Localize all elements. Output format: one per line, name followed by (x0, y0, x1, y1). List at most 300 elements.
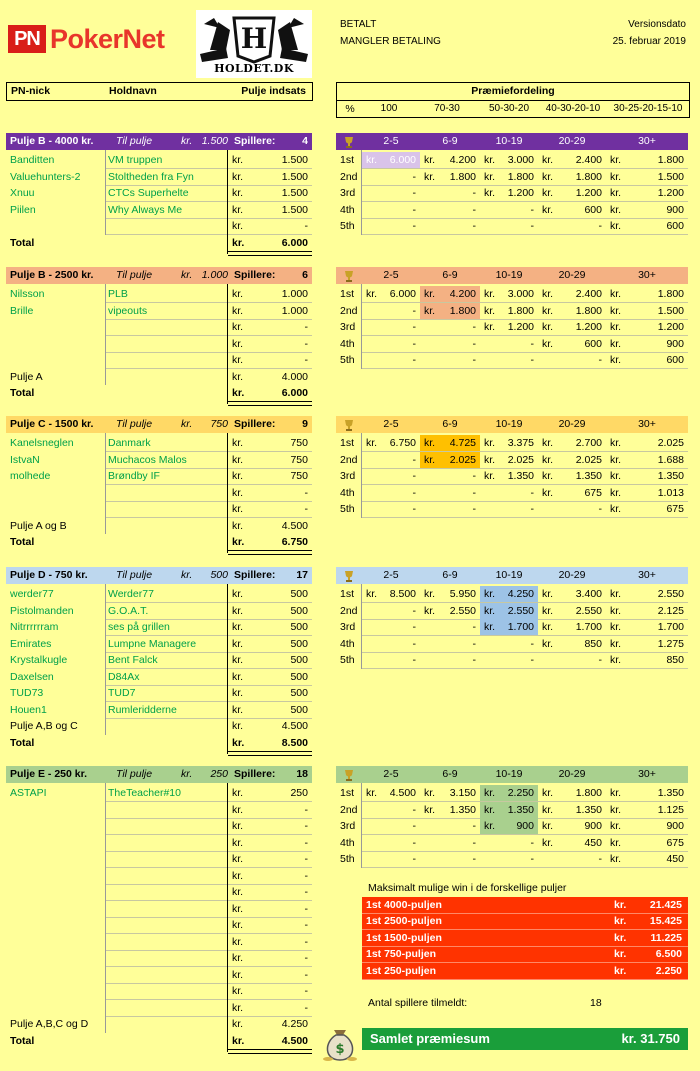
prize-cell (420, 468, 480, 484)
table-row (6, 152, 312, 168)
amount-value: 750 (290, 470, 308, 482)
prize-kr: kr. (366, 588, 378, 600)
players-count: 17 (296, 569, 308, 581)
prize-cell (538, 185, 606, 201)
prize-cell (606, 636, 688, 652)
prize-cell (362, 435, 420, 451)
place-label: 1st (340, 288, 355, 300)
prize-row (336, 185, 688, 201)
amount-value: - (304, 886, 308, 898)
prize-cell (420, 452, 480, 468)
prize-amount: 2.025 (575, 454, 602, 466)
prize-cell (480, 802, 538, 818)
total-label: Total (10, 737, 35, 749)
prize-cell (362, 169, 420, 185)
grand-total-label: Samlet præmiesum (370, 1031, 490, 1046)
amount-kr: kr. (232, 870, 244, 882)
prize-cell (606, 202, 688, 218)
max-win-kr: kr. (614, 948, 627, 961)
prize-kr: kr. (542, 454, 554, 466)
prize-col-label: 20-29 (558, 768, 586, 780)
team-name (108, 835, 228, 851)
player-nick: werder77 (10, 588, 54, 600)
prize-amount: 900 (666, 204, 684, 216)
prize-kr: kr. (542, 638, 554, 650)
prize-amount: - (412, 621, 416, 633)
place-label: 4th (340, 837, 355, 849)
prize-col-label: 30+ (638, 569, 656, 581)
prize-amount: - (412, 503, 416, 515)
place-label: 1st (340, 437, 355, 449)
place-label: 3rd (340, 321, 356, 333)
place-label: 5th (340, 853, 355, 865)
prize-row (336, 818, 688, 834)
team-name (108, 501, 228, 517)
amount-kr: kr. (232, 804, 244, 816)
prize-cell (538, 435, 606, 451)
prize-amount: - (472, 220, 476, 232)
total-kr: kr. (232, 1035, 245, 1047)
prize-kr: kr. (424, 305, 436, 317)
prize-cell (606, 652, 688, 668)
prize-amount: 1.350 (449, 804, 476, 816)
prize-amount: 2.025 (657, 437, 684, 449)
team-name: Why Always Me (108, 204, 183, 216)
player-nick: molhede (10, 470, 51, 482)
status-unpaid: MANGLER BETALING (340, 36, 441, 47)
team-name (108, 901, 228, 917)
prize-cell (538, 336, 606, 352)
amount-kr: kr. (232, 654, 244, 666)
place-label: 4th (340, 204, 355, 216)
player-nick (10, 901, 106, 917)
prize-amount: 1.350 (575, 470, 602, 482)
amount-value: 500 (290, 671, 308, 683)
prize-kr: kr. (610, 171, 622, 183)
prize-amount: 6.000 (389, 288, 416, 300)
amount-value: 500 (290, 654, 308, 666)
amount-kr: kr. (232, 853, 244, 865)
prize-kr: kr. (610, 588, 622, 600)
prize-kr: kr. (610, 187, 622, 199)
pokernet-badge: PN (8, 25, 46, 53)
team-name: Lumpne Managere (108, 638, 197, 650)
prize-amount: 5.950 (449, 588, 476, 600)
place-label: 5th (340, 654, 355, 666)
prize-col-label: 10-19 (495, 135, 523, 147)
prize-amount: 450 (666, 853, 684, 865)
prize-amount: - (412, 837, 416, 849)
prize-row (336, 202, 688, 218)
prize-cell (538, 169, 606, 185)
prize-cell (362, 202, 420, 218)
table-row (6, 603, 312, 619)
prize-row (336, 468, 688, 484)
prize-amount: 3.150 (449, 787, 476, 799)
prize-col-label: 6-9 (442, 418, 458, 430)
prize-kr: kr. (484, 787, 496, 799)
carry-kr: kr. (232, 520, 244, 532)
registered-label: Antal spillere tilmeldt: (368, 997, 468, 1009)
prize-amount: - (472, 837, 476, 849)
prize-cell (606, 501, 688, 517)
player-nick (10, 868, 106, 884)
amount-kr: kr. (232, 154, 244, 166)
place-label: 4th (340, 487, 355, 499)
team-name: Werder77 (108, 588, 154, 600)
prize-amount: 1.800 (657, 154, 684, 166)
table-row (6, 202, 312, 218)
table-row (6, 652, 312, 668)
prize-amount: 1.350 (507, 804, 534, 816)
prize-amount: 1.800 (575, 787, 602, 799)
prize-col-label: 20-29 (558, 269, 586, 281)
prize-kr: kr. (610, 820, 622, 832)
pool-header (6, 766, 312, 783)
max-win-value: 2.250 (655, 964, 682, 977)
prize-kr: kr. (424, 588, 436, 600)
prize-col-label: 2-5 (383, 569, 399, 581)
prize-cell (606, 435, 688, 451)
team-name (108, 352, 228, 368)
prize-amount: 4.200 (449, 288, 476, 300)
team-name: TUD7 (108, 687, 136, 699)
prize-col-label: 2-5 (383, 269, 399, 281)
prize-split-col: 50-30-20 (488, 103, 530, 114)
prize-kr: kr. (542, 154, 554, 166)
prize-cell (538, 485, 606, 501)
prize-kr: kr. (542, 787, 554, 799)
trophy-icon (344, 136, 354, 148)
amount-value: - (304, 969, 308, 981)
prize-cell (480, 352, 538, 368)
amount-kr: kr. (232, 969, 244, 981)
player-nick: Daxelsen (10, 671, 54, 683)
prize-row (336, 336, 688, 352)
player-nick: Nilsson (10, 288, 45, 300)
player-nick: Xnuu (10, 187, 35, 199)
version-label: Versionsdato (628, 19, 686, 30)
total-label: Total (10, 536, 35, 548)
player-nick: Banditten (10, 154, 55, 166)
table-row (6, 169, 312, 185)
prize-amount: - (598, 503, 602, 515)
prize-amount: 2.025 (449, 454, 476, 466)
prize-cell (420, 785, 480, 801)
team-name: Rumleridderne (108, 704, 177, 716)
prize-cell (480, 619, 538, 635)
prize-cell (480, 586, 538, 602)
max-win-table (362, 897, 688, 979)
amount-kr: kr. (232, 454, 244, 466)
prize-amount: - (472, 187, 476, 199)
prize-col-label: 2-5 (383, 418, 399, 430)
prize-row (336, 603, 688, 619)
max-win-label: 1st 4000-puljen (366, 899, 442, 911)
amount-value: 500 (290, 704, 308, 716)
til-pulje-kr: kr. (181, 768, 193, 780)
table-row (6, 286, 312, 302)
total-row (6, 735, 312, 751)
players-label: Spillere: (234, 269, 276, 281)
max-win-row (362, 930, 688, 947)
amount-value: 500 (290, 588, 308, 600)
amount-kr: kr. (232, 886, 244, 898)
table-row (6, 352, 312, 368)
max-win-kr: kr. (614, 915, 627, 928)
team-name (108, 934, 228, 950)
pool-name: Pulje B - 4000 kr. (10, 135, 94, 147)
player-nick (10, 501, 106, 517)
table-row (6, 802, 312, 818)
prize-row (336, 501, 688, 517)
prize-cell (362, 485, 420, 501)
total-kr: kr. (232, 536, 245, 548)
prize-cell (420, 169, 480, 185)
prize-amount: - (598, 853, 602, 865)
place-label: 5th (340, 220, 355, 232)
prize-cell (538, 835, 606, 851)
player-nick (10, 336, 106, 352)
prize-kr: kr. (610, 638, 622, 650)
table-row (6, 485, 312, 501)
carry-row (6, 518, 312, 534)
prize-kr: kr. (424, 787, 436, 799)
prize-amount: 2.550 (657, 588, 684, 600)
til-pulje-label: Til pulje (116, 269, 153, 281)
pool-header (6, 567, 312, 584)
amount-kr: kr. (232, 919, 244, 931)
grand-total-box (362, 1028, 688, 1050)
prize-cell (362, 501, 420, 517)
prize-amount: 600 (584, 204, 602, 216)
til-pulje-value: 1.500 (201, 135, 228, 147)
prize-amount: 900 (666, 338, 684, 350)
prize-cell (538, 468, 606, 484)
total-value: 6.750 (281, 536, 308, 548)
til-pulje-kr: kr. (181, 269, 193, 281)
prize-cell (606, 303, 688, 319)
max-win-value: 15.425 (649, 915, 682, 928)
amount-kr: kr. (232, 220, 244, 232)
amount-kr: kr. (232, 687, 244, 699)
player-nick (10, 319, 106, 335)
amount-kr: kr. (232, 437, 244, 449)
table-row (6, 851, 312, 867)
prize-amount: 1.200 (575, 321, 602, 333)
carry-label: Pulje A,B,C og D (10, 1018, 89, 1030)
amount-kr: kr. (232, 820, 244, 832)
prize-cell (480, 336, 538, 352)
prize-col-label: 10-19 (495, 418, 523, 430)
prize-cell (606, 468, 688, 484)
team-name (108, 917, 228, 933)
prize-amount: - (598, 354, 602, 366)
prize-amount: 4.725 (449, 437, 476, 449)
prize-cell (420, 435, 480, 451)
prize-amount: 675 (666, 837, 684, 849)
max-win-row (362, 963, 688, 980)
prize-kr: kr. (610, 321, 622, 333)
prize-kr: kr. (542, 621, 554, 633)
max-win-kr: kr. (614, 931, 627, 944)
player-nick (10, 352, 106, 368)
prize-amount: 1.200 (507, 187, 534, 199)
prize-col-label: 6-9 (442, 768, 458, 780)
max-win-label: 1st 1500-puljen (366, 931, 442, 944)
table-row (6, 934, 312, 950)
prize-kr: kr. (542, 204, 554, 216)
amount-kr: kr. (232, 952, 244, 964)
prize-cell (606, 319, 688, 335)
pool-name: Pulje B - 2500 kr. (10, 269, 94, 281)
prize-col-label: 20-29 (558, 135, 586, 147)
amount-value: - (304, 903, 308, 915)
prize-col-label: 30+ (638, 768, 656, 780)
prize-kr: kr. (484, 321, 496, 333)
prize-col-label: 2-5 (383, 768, 399, 780)
prize-row (336, 218, 688, 234)
prize-row (336, 636, 688, 652)
carry-value: 4.000 (281, 371, 308, 383)
amount-value: 250 (290, 787, 308, 799)
place-label: 2nd (340, 454, 358, 466)
prize-cell (420, 586, 480, 602)
prize-kr: kr. (610, 354, 622, 366)
prize-amount: - (472, 621, 476, 633)
place-label: 3rd (340, 621, 356, 633)
player-nick (10, 884, 106, 900)
prize-cell (480, 636, 538, 652)
til-pulje-kr: kr. (181, 418, 193, 430)
prize-amount: 1.688 (657, 454, 684, 466)
trophy-icon (344, 769, 354, 781)
table-row (6, 950, 312, 966)
place-label: 1st (340, 154, 355, 166)
prize-amount: - (472, 354, 476, 366)
prize-row (336, 485, 688, 501)
prize-row (336, 319, 688, 335)
prize-amount: 1.800 (575, 305, 602, 317)
prize-amount: - (472, 338, 476, 350)
prize-cell (538, 619, 606, 635)
carry-label: Pulje A (10, 371, 43, 383)
amount-kr: kr. (232, 671, 244, 683)
prize-amount: 2.125 (657, 605, 684, 617)
amount-kr: kr. (232, 503, 244, 515)
prize-amount: 8.500 (389, 588, 416, 600)
prize-cell (362, 218, 420, 234)
prize-col-label: 20-29 (558, 569, 586, 581)
prize-cell (606, 785, 688, 801)
player-nick (10, 818, 106, 834)
max-win-label: 1st 2500-puljen (366, 915, 442, 928)
prize-cell (362, 603, 420, 619)
prize-cell (362, 586, 420, 602)
player-nick: Emirates (10, 638, 52, 650)
amount-value: 1.500 (281, 171, 308, 183)
prize-kr: kr. (484, 454, 496, 466)
prize-kr: kr. (542, 588, 554, 600)
prize-cell (538, 636, 606, 652)
prize-kr: kr. (484, 171, 496, 183)
prize-cell (538, 586, 606, 602)
amount-value: 750 (290, 454, 308, 466)
prize-amount: 1.700 (575, 621, 602, 633)
total-label: Total (10, 237, 35, 249)
table-row (6, 835, 312, 851)
prize-amount: - (412, 338, 416, 350)
prize-amount: 1.350 (657, 470, 684, 482)
prize-col-label: 6-9 (442, 269, 458, 281)
amount-kr: kr. (232, 837, 244, 849)
prize-cell (480, 435, 538, 451)
prize-amount: - (530, 487, 534, 499)
prize-cell (420, 218, 480, 234)
table-row (6, 185, 312, 201)
amount-value: - (304, 919, 308, 931)
player-nick: Valuehunters-2 (10, 171, 81, 183)
players-label: Spillere: (234, 418, 276, 430)
total-kr: kr. (232, 387, 245, 399)
team-name (108, 802, 228, 818)
prize-cell (362, 468, 420, 484)
amount-value: 1.500 (281, 204, 308, 216)
prize-cell (420, 202, 480, 218)
amount-kr: kr. (232, 305, 244, 317)
prize-cell (480, 603, 538, 619)
col-team: Holdnavn (109, 85, 157, 97)
prize-amount: 1.125 (657, 804, 684, 816)
amount-kr: kr. (232, 605, 244, 617)
prize-cell (362, 303, 420, 319)
prize-kr: kr. (366, 787, 378, 799)
amount-kr: kr. (232, 704, 244, 716)
max-win-value: 21.425 (649, 899, 682, 911)
prize-cell (538, 319, 606, 335)
players-count: 9 (302, 418, 308, 430)
prize-amount: 1.700 (507, 621, 534, 633)
prize-kr: kr. (484, 588, 496, 600)
prize-amount: - (530, 338, 534, 350)
prize-kr: kr. (366, 437, 378, 449)
carry-kr: kr. (232, 720, 244, 732)
amount-value: 500 (290, 621, 308, 633)
prize-amount: 6.750 (389, 437, 416, 449)
player-nick: IstvaN (10, 454, 40, 466)
prize-kr: kr. (610, 338, 622, 350)
table-row (6, 868, 312, 884)
table-row (6, 901, 312, 917)
team-name: Muchacos Malos (108, 454, 187, 466)
amount-kr: kr. (232, 487, 244, 499)
prize-amount: 600 (666, 354, 684, 366)
prize-row (336, 802, 688, 818)
prize-kr: kr. (484, 820, 496, 832)
team-name (108, 336, 228, 352)
prize-cell (362, 452, 420, 468)
version-date: 25. februar 2019 (612, 36, 686, 47)
carry-value: 4.500 (281, 520, 308, 532)
til-pulje-value: 500 (210, 569, 228, 581)
prize-cell (480, 835, 538, 851)
player-nick: Houen1 (10, 704, 47, 716)
player-nick (10, 218, 106, 234)
table-row (6, 702, 312, 718)
prize-cell (420, 352, 480, 368)
prize-amount: 3.375 (507, 437, 534, 449)
amount-value: - (304, 321, 308, 333)
